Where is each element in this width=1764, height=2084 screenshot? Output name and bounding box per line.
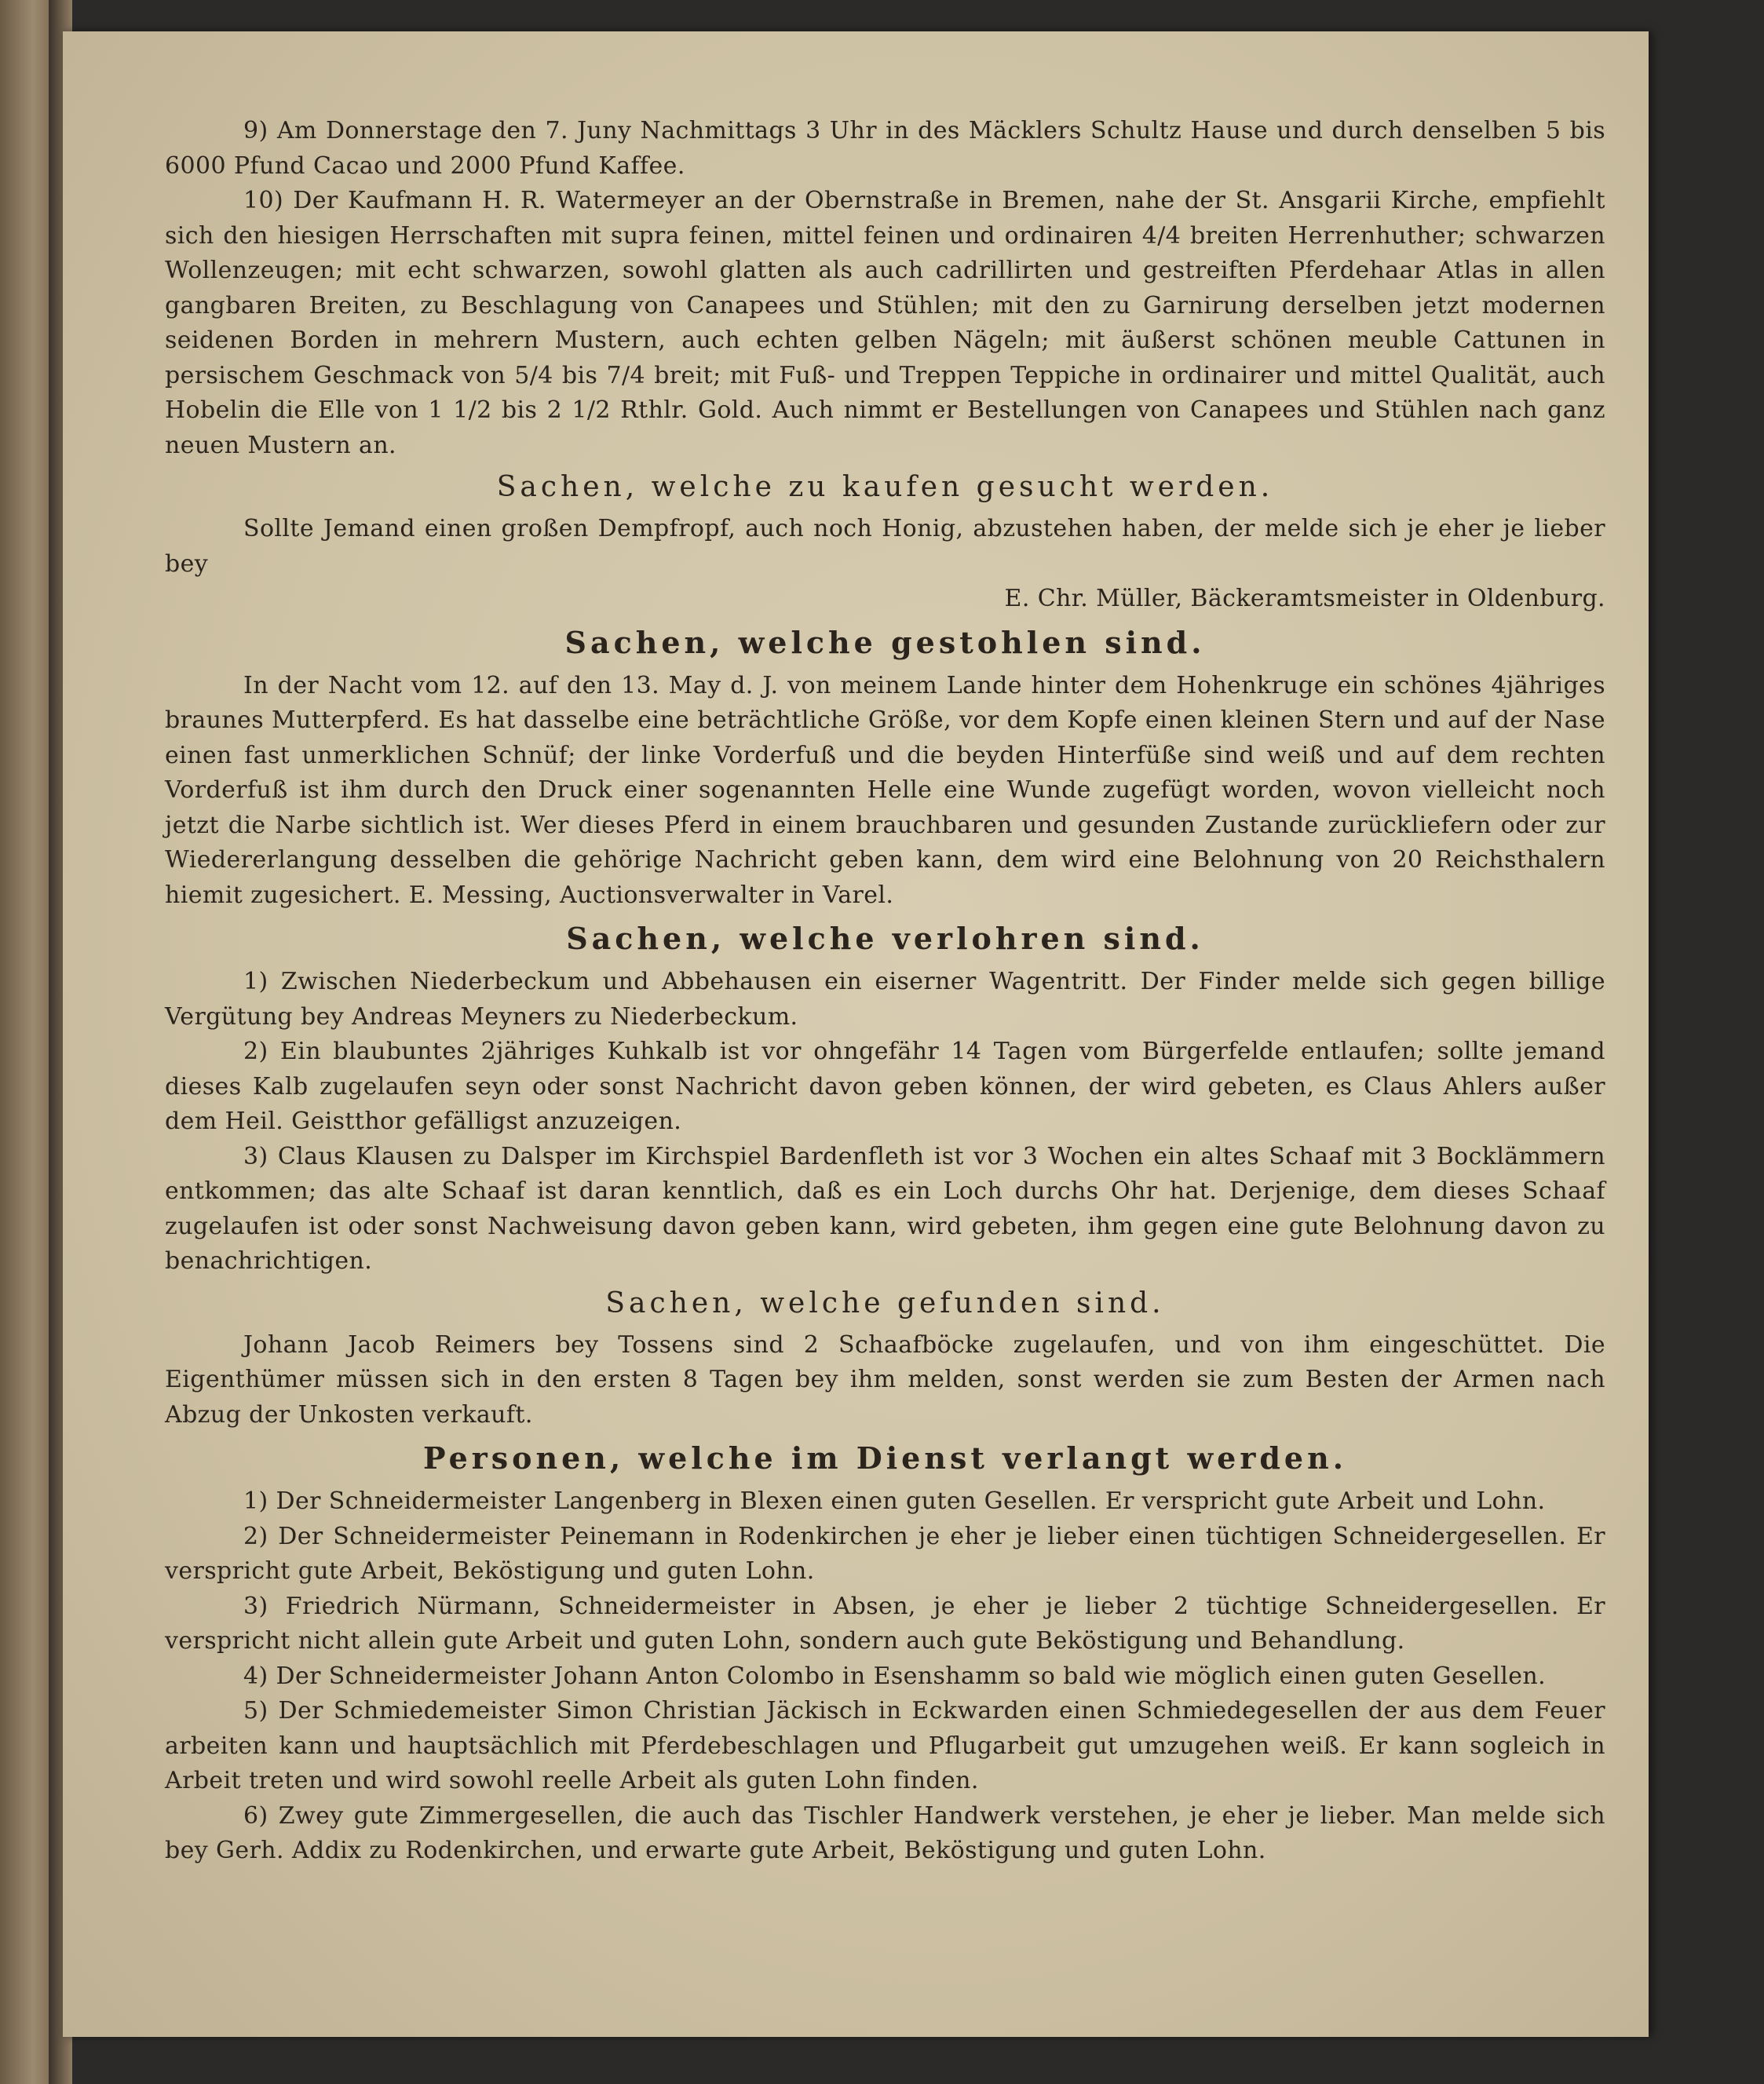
heading-dienst: Personen, welche im Dienst verlangt werden. <box>423 1440 1347 1476</box>
verlohren-item-2: 2) Ein blaubuntes 2jähriges Kuhkalb ist vor ohngefähr 14 Tagen vom Bürgerfelde entlaufen; sollte jemand dieses Kalb zugelaufen seyn oder sonst Nachricht davon geben können, der wird gebeten, es Claus Ahlers außer dem Heil. Geistthor gefälligst anzuzeigen. <box>165 1038 1605 1135</box>
kaufen-text: Sollte Jemand einen großen Dempfropf, auch noch Honig, abzustehen haben, der melde sich je eher je lieber bey <box>165 515 1605 578</box>
verlohren-item-1: 1) Zwischen Niederbeckum und Abbehausen ein eiserner Wagentritt. Der Finder melde sich gegen billige Vergütung bey Andreas Meyners zu Niederbeckum. <box>165 968 1605 1031</box>
page-text <box>165 114 1605 1869</box>
gefunden-text: Johann Jacob Reimers bey Tossens sind 2 Schaafböcke zugelaufen, und von ihm eingeschüttet. Die Eigenthümer müssen sich in den ersten 8 Tagen bey ihm melden, sonst werden sie zum Besten der Armen nach Abzug der Unkosten verkauft. <box>165 1330 1605 1429</box>
heading-kaufen: Sachen, welche zu kaufen gesucht werden. <box>496 471 1274 503</box>
scanned-page <box>63 31 1649 2037</box>
kaufen-signature: E. Chr. Müller, Bäckeramtsmeister in Oldenburg. <box>1004 585 1605 612</box>
paragraph-9: 9) Am Donnerstage den 7. Juny Nachmittags 3 Uhr in des Mäcklers Schultz Hause und durch denselben 5 bis 6000 Pfund Cacao und 2000 Pfund Kaffee. <box>165 117 1605 180</box>
heading-gefunden: Sachen, welche gefunden sind. <box>605 1287 1165 1319</box>
dienst-item-5: 5) Der Schmiedemeister Simon Christian Jäckisch in Eckwarden einen Schmiedegesellen der aus dem Feuer arbeiten kann und hauptsächlich mit Pferdebeschlagen und Pflugarbeit gut umzugehen weiß. Er kann sogleich in Arbeit treten und wird sowohl reelle Arbeit als guten Lohn finden. <box>165 1697 1605 1794</box>
dienst-item-1: 1) Der Schneidermeister Langenberg in Blexen einen guten Gesellen. Er verspricht gute Arbeit und Lohn. <box>243 1487 1546 1515</box>
dienst-item-2: 2) Der Schneidermeister Peinemann in Rodenkirchen je eher je lieber einen tüchtigen Schneidergesellen. Er verspricht gute Arbeit, Beköstigung und guten Lohn. <box>165 1522 1605 1585</box>
verlohren-item-3: 3) Claus Klausen zu Dalsper im Kirchspiel Bardenfleth ist vor 3 Wochen ein altes Schaaf mit 3 Bocklämmern entkommen; das alte Schaaf ist daran kenntlich, daß es ein Loch durchs Ohr hat. Derjenige, dem dieses Schaaf zugelaufen ist oder sonst Nachweisung davon geben kann, wird gebeten, ihm gegen eine gute Belohnung davon zu benachrichtigen. <box>165 1142 1605 1275</box>
gestohlen-text: In der Nacht vom 12. auf den 13. May d. J. von meinem Lande hinter dem Hohenkruge ein schönes 4jähriges braunes Mutterpferd. Es hat dasselbe eine beträchtliche Größe, vor dem Kopfe einen kleinen Stern und auf der Nase einen fast unmerklichen Schnüf; der linke Vorderfuß und die beyden Hinterfüße sind weiß und auf dem rechten Vorderfuß ist ihm durch den Druck einer sogenannten Helle eine Wunde zugefügt worden, wovon vielleicht noch jetzt die Narbe sichtlich ist. Wer dieses Pferd in einem brauchbaren und gesunden Zustande zurückliefern oder zur Wiedererlangung desselben die gehörige Nachricht geben kann, dem wird eine Belohnung von 20 Reichsthalern hiemit zugesichert. E. Messing, Auctionsverwalter in Varel. <box>165 671 1605 909</box>
previous-page-edge <box>0 0 55 2084</box>
dienst-item-6: 6) Zwey gute Zimmergesellen, die auch das Tischler Handwerk verstehen, je eher je lieber. Man melde sich bey Gerh. Addix zu Rodenkirchen, und erwarte gute Arbeit, Beköstigung und guten Lohn. <box>165 1801 1605 1864</box>
heading-gestohlen: Sachen, welche gestohlen sind. <box>564 624 1206 660</box>
paragraph-10: 10) Der Kaufmann H. R. Watermeyer an der Obernstraße in Bremen, nahe der St. Ansgarii Kirche, empfiehlt sich den hiesigen Herrschaften mit supra feinen, mittel feinen und ordinairen 4/4 breiten Herrenhuther; schwarzen Wollenzeugen; mit echt schwarzen, sowohl glatten als auch cadrillirten und gestreiften Pferdehaar Atlas in allen gangbaren Breiten, zu Beschlagung von Canapees und Stühlen; mit den zu Garnirung derselben jetzt modernen seidenen Borden in mehrern Mustern, auch echten gelben Nägeln; mit äußerst schönen meuble Cattunen in persischem Geschmack von 5/4 bis 7/4 breit; mit Fuß- und Treppen Teppiche in ordinairer und mittel Qualität, auch Hobelin die Elle von 1 1/2 bis 2 1/2 Rthlr. Gold. Auch nimmt er Bestellungen von Canapees und Stühlen nach ganz neuen Mustern an. <box>165 187 1605 459</box>
dienst-item-3: 3) Friedrich Nürmann, Schneidermeister in Absen, je eher je lieber 2 tüchtige Schneidergesellen. Er verspricht nicht allein gute Arbeit und guten Lohn, sondern auch gute Beköstigung und Behandlung. <box>165 1592 1605 1655</box>
heading-verlohren: Sachen, welche verlohren sind. <box>566 921 1204 956</box>
dienst-item-4: 4) Der Schneidermeister Johann Anton Colombo in Esenshamm so bald wie möglich einen guten Gesellen. <box>243 1662 1547 1690</box>
